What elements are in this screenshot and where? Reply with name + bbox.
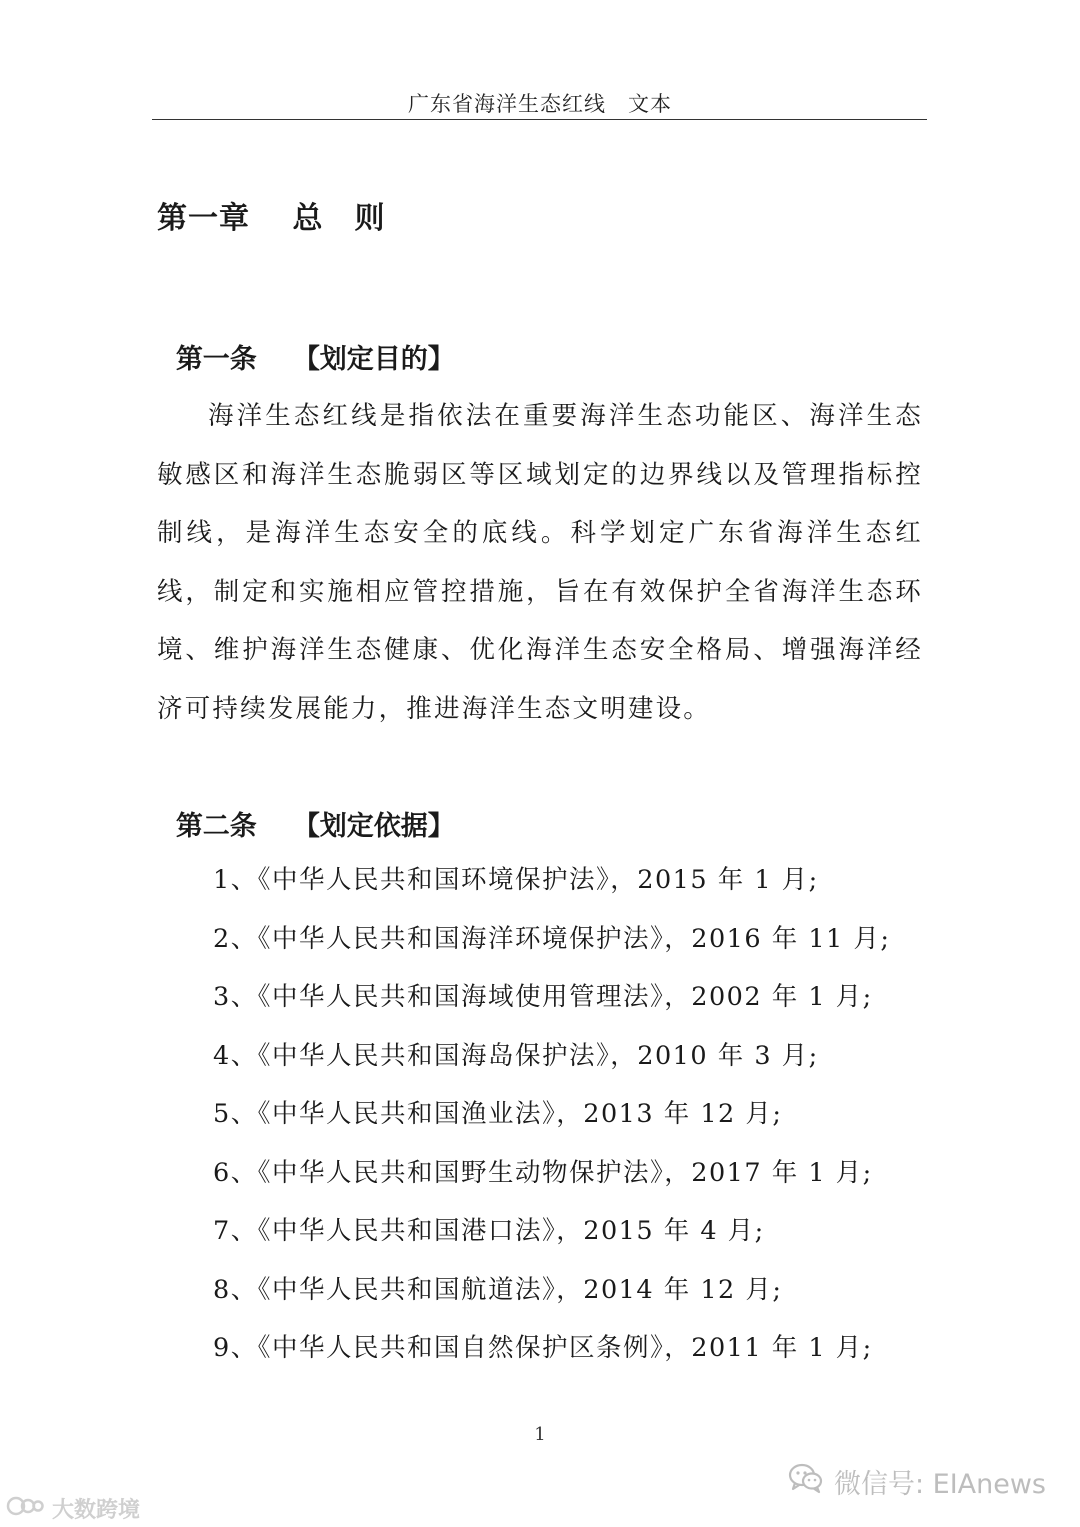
article-1-title: 【划定目的】 <box>292 344 455 375</box>
list-item: 9、《中华人民共和国自然保护区条例》，2011 年 1 月; <box>213 1333 873 1363</box>
list-item: 1、《中华人民共和国环境保护法》，2015 年 1 月; <box>213 865 819 895</box>
site-name-label: 大数跨境 <box>52 1498 141 1523</box>
wechat-id-label: 微信号: EIAnews <box>833 1469 1046 1500</box>
list-item: 3、《中华人民共和国海域使用管理法》，2002 年 1 月; <box>213 982 873 1012</box>
wechat-watermark <box>788 1462 1046 1501</box>
list-item: 2、《中华人民共和国海洋环境保护法》，2016 年 11 月; <box>213 923 891 954</box>
page-number: 1 <box>534 1424 546 1445</box>
legal-basis-list <box>213 857 890 1384</box>
wechat-icon <box>788 1462 824 1501</box>
list-item: 8、《中华人民共和国航道法》，2014 年 12 月; <box>213 1274 783 1305</box>
list-item: 6、《中华人民共和国野生动物保护法》，2017 年 1 月; <box>213 1157 873 1188</box>
list-item: 7、《中华人民共和国港口法》，2015 年 4 月; <box>213 1216 765 1246</box>
chapter-title: 第一章 总 则 <box>157 201 386 236</box>
header-divider <box>152 119 927 120</box>
site-watermark <box>6 1493 140 1524</box>
list-item: 5、《中华人民共和国渔业法》，2013 年 12 月; <box>213 1099 783 1129</box>
article-1-number: 第一条 <box>175 344 257 375</box>
article-2-heading <box>157 773 455 843</box>
article-2-number: 第二条 <box>175 811 257 842</box>
article-1-paragraph: 海洋生态红线是指依法在重要海洋生态功能区、海洋生态敏感区和海洋生态脆弱区等区域划定的边界线以及管理指标控制线，是海洋生态安全的底线。科学划定广东省海洋生态红线，制定和实施相应管控措施，旨在有效保护全省海洋生态环境、维护海洋生态健康、优化海洋生态安全格局、增强海洋经济可持续发展能力，推进海洋生态文明建设。 <box>157 401 923 724</box>
list-item: 4、《中华人民共和国海岛保护法》，2010 年 3 月; <box>213 1040 819 1071</box>
article-1-heading <box>157 306 455 376</box>
logo-icon <box>6 1494 46 1524</box>
running-header-title: 广东省海洋生态红线 文本 <box>408 92 672 116</box>
article-2-title: 【划定依据】 <box>292 811 455 842</box>
